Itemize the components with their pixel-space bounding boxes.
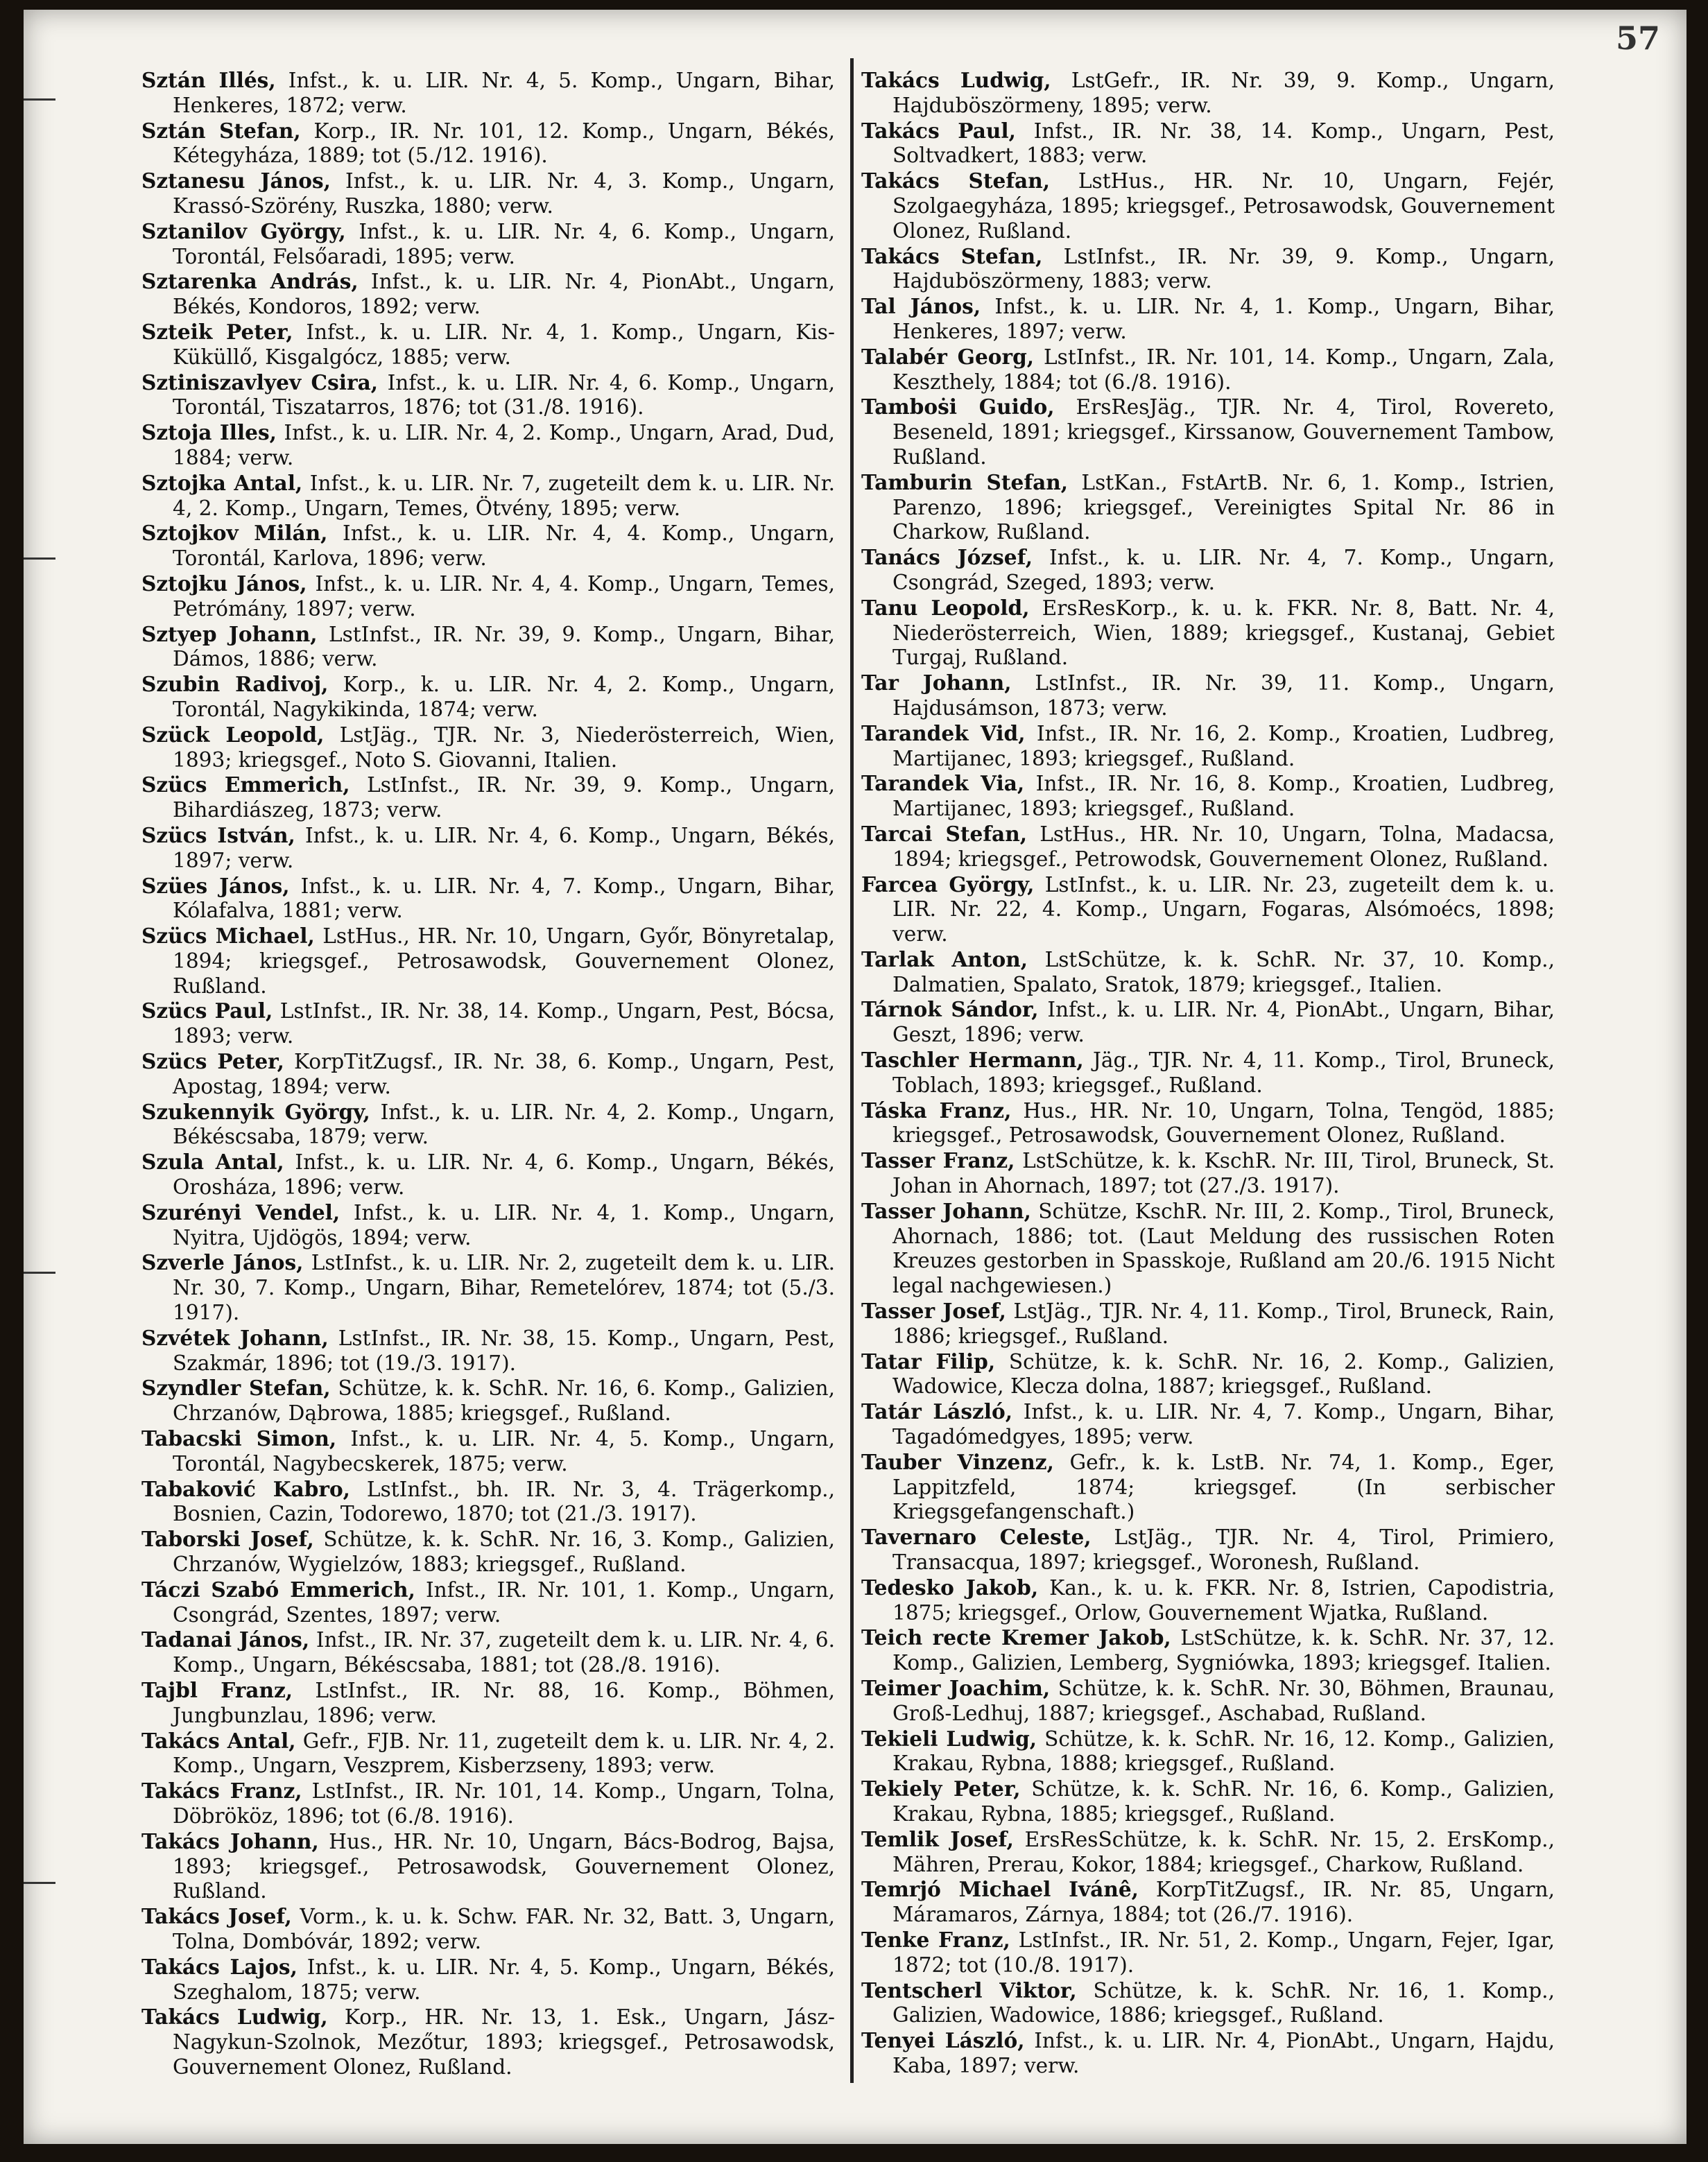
- entry-name: Tajbl Franz,: [141, 1678, 293, 1702]
- entry-details: Gefr., FJB. Nr. 11, zugeteilt dem k. u. LIR. Nr. 4, 2. Komp., Ungarn, Veszprem, Kisberzseny, 1893; verw.: [173, 1729, 835, 1778]
- list-entry: [141, 471, 835, 521]
- list-entry: [141, 168, 835, 219]
- list-entry: [141, 320, 835, 370]
- entry-name: Tabacski Simon,: [141, 1426, 337, 1451]
- entry-name: Szubin Radivoj,: [141, 672, 329, 697]
- list-entry: [861, 596, 1555, 671]
- entry-name: Tabaković Kabro,: [141, 1476, 350, 1501]
- entry-name: Tatár László,: [861, 1399, 1013, 1424]
- page-number: 57: [1615, 19, 1660, 57]
- list-entry: [141, 1049, 835, 1100]
- entry-name: Sztán Stefan,: [141, 118, 301, 143]
- entry-details: Infst., k. u. LIR. Nr. 4, 7. Komp., Ungarn, Bihar, Tagadómedgyes, 1895; verw.: [892, 1400, 1555, 1449]
- list-entry: [141, 823, 835, 874]
- list-entry: [861, 1148, 1555, 1199]
- entry-name: Tarandek Vid,: [861, 720, 1026, 745]
- list-entry: [861, 1575, 1555, 1626]
- list-entry: [141, 119, 835, 169]
- right-column: [861, 68, 1555, 2079]
- entry-name: Tadanai János,: [141, 1627, 310, 1652]
- list-entry: [861, 721, 1555, 772]
- entry-details: LstGefr., IR. Nr. 39, 9. Komp., Ungarn, Hajduböszörmeny, 1895; verw.: [892, 69, 1555, 117]
- list-entry: [141, 1376, 835, 1426]
- entry-name: Taschler Hermann,: [861, 1048, 1084, 1073]
- entry-details: Schütze, k. k. SchR. Nr. 16, 6. Komp., Galizien, Chrzanów, Dąbrowa, 1885; kriegsgef., Rußland.: [173, 1376, 835, 1426]
- entry-details: Infst., k. u. LIR. Nr. 4, PionAbt., Ungarn, Bihar, Geszt, 1896; verw.: [892, 998, 1555, 1047]
- entry-details: Schütze, KschR. Nr. III, 2. Komp., Tirol, Bruneck, Ahornach, 1886; tot. (Laut Meldung des russischen Roten Kreuzes gestorben in Spasskoje, Rußland am 20./6. 1915 Nicht legal nachgewiesen.): [892, 1199, 1555, 1298]
- entry-name: Sztojkov Milán,: [141, 521, 328, 546]
- list-entry: [861, 1727, 1555, 1777]
- list-entry: [861, 1928, 1555, 1978]
- entry-details: Infst., k. u. LIR. Nr. 4, 3. Komp., Ungarn, Krassó-Szörény, Ruszka, 1880; verw.: [173, 169, 835, 218]
- list-entry: [861, 345, 1555, 395]
- entry-name: Tanu Leopold,: [861, 595, 1030, 620]
- entry-name: Tasser Franz,: [861, 1148, 1015, 1173]
- list-entry: [141, 1779, 835, 1829]
- entry-name: Sztanesu János,: [141, 168, 331, 193]
- entry-details: Infst., IR. Nr. 16, 2. Komp., Kroatien, Ludbreg, Martijanec, 1893; kriegsgef., Rußland.: [892, 721, 1555, 770]
- entry-name: Teich recte Kremer Jakob,: [861, 1625, 1171, 1650]
- list-entry: [861, 119, 1555, 169]
- entry-name: Szücs Michael,: [141, 924, 315, 949]
- list-entry: [861, 997, 1555, 1048]
- list-entry: [141, 1627, 835, 1678]
- entry-details: Hus., HR. Nr. 10, Ungarn, Tolna, Tengöd, 1885; kriegsgef., Petrosawodsk, Gouvernement Olonez, Rußland.: [892, 1098, 1555, 1148]
- list-entry: [141, 420, 835, 471]
- entry-name: Tentscherl Viktor,: [861, 1978, 1077, 2003]
- entry-details: Infst., k. u. LIR. Nr. 4, 1. Komp., Ungarn, Bihar, Henkeres, 1897; verw.: [892, 295, 1555, 343]
- entry-details: Schütze, k. k. SchR. Nr. 16, 3. Komp., Galizien, Chrzanów, Wygielzów, 1883; kriegsgef., Rußland.: [173, 1528, 835, 1577]
- list-entry: [861, 671, 1555, 721]
- entry-details: Infst., k. u. LIR. Nr. 4, 6. Komp., Ungarn, Békés, Orosháza, 1896; verw.: [173, 1150, 836, 1200]
- list-entry: [141, 1955, 835, 2005]
- entry-name: Tavernaro Celeste,: [861, 1525, 1092, 1550]
- list-entry: [141, 521, 835, 571]
- entry-details: Infst., IR. Nr. 37, zugeteilt dem k. u. LIR. Nr. 4, 6. Komp., Ungarn, Békéscsaba, 1881; tot (28./8. 1916).: [173, 1628, 835, 1677]
- list-entry: [861, 1776, 1555, 1827]
- entry-name: Takács Josef,: [141, 1904, 292, 1929]
- entry-name: Tarcai Stefan,: [861, 821, 1028, 846]
- entry-details: LstInfst., IR. Nr. 39, 9. Komp., Ungarn, Bihardiászeg, 1873; verw.: [173, 773, 835, 822]
- entry-name: Tar Johann,: [861, 671, 1012, 695]
- entry-name: Takács Ludwig,: [861, 68, 1051, 92]
- entry-name: Tedesko Jakob,: [861, 1575, 1039, 1600]
- entry-details: ErsResSchütze, k. k. SchR. Nr. 15, 2. ErsKomp., Mähren, Prerau, Kokor, 1884; kriegsgef., Charkow, Rußland.: [892, 1827, 1555, 1876]
- binding-mark: [24, 557, 55, 560]
- entry-name: Szverle János,: [141, 1250, 304, 1275]
- entry-details: Infst., k. u. LIR. Nr. 4, 2. Komp., Ungarn, Arad, Dud, 1884; verw.: [173, 421, 835, 469]
- entry-name: Takács Paul,: [861, 118, 1016, 143]
- entry-name: Takács Lajos,: [141, 1954, 297, 1979]
- entry-details: Infst., k. u. LIR. Nr. 4, 7. Komp., Ungarn, Bihar, Kólafalva, 1881; verw.: [173, 874, 835, 923]
- list-entry: [141, 1426, 835, 1477]
- entry-name: Talabér Georg,: [861, 344, 1035, 369]
- entry-details: ErsResJäg., TJR. Nr. 4, Tirol, Rovereto, Beseneld, 1891; kriegsgef., Kirssanow, Gouvernement Tambow, Rußland.: [892, 395, 1555, 469]
- list-entry: [861, 771, 1555, 822]
- entry-details: Infst., IR. Nr. 16, 8. Komp., Kroatien, Ludbreg, Martijanec, 1893; kriegsgef., Rußland.: [892, 772, 1555, 821]
- entry-name: Táczi Szabó Emmerich,: [141, 1577, 415, 1602]
- list-entry: [861, 294, 1555, 345]
- list-entry: [141, 219, 835, 270]
- list-entry: [141, 772, 835, 823]
- entry-name: Sztojka Antal,: [141, 470, 303, 495]
- list-entry: [861, 1625, 1555, 1676]
- entry-details: LstInfst., IR. Nr. 38, 15. Komp., Ungarn, Pest, Szakmár, 1896; tot (19./3. 1917).: [173, 1326, 835, 1375]
- entry-details: LstInfst., IR. Nr. 88, 16. Komp., Böhmen, Jungbunzlau, 1896; verw.: [173, 1679, 835, 1727]
- entry-name: Szücs Paul,: [141, 998, 273, 1023]
- entry-details: Infst., k. u. LIR. Nr. 4, 4. Komp., Ungarn, Torontál, Karlova, 1896; verw.: [173, 521, 835, 571]
- entry-name: Sztoja Illes,: [141, 420, 277, 445]
- entry-details: LstJäg., TJR. Nr. 4, 11. Komp., Tirol, Bruneck, Rain, 1886; kriegsgef., Rußland.: [892, 1299, 1555, 1348]
- entry-name: Temrjó Michael Ivánê,: [861, 1877, 1139, 1902]
- entry-details: Infst., k. u. LIR. Nr. 4, 1. Komp., Ungarn, Kis-Küküllő, Kisgalgócz, 1885; verw.: [173, 320, 835, 369]
- list-entry: [861, 1098, 1555, 1149]
- entry-details: Kan., k. u. k. FKR. Nr. 8, Istrien, Capodistria, 1875; kriegsgef., Orlow, Gouvernement Wjatka, Rußland.: [892, 1575, 1555, 1625]
- entry-name: Sztanilov György,: [141, 218, 346, 243]
- entry-name: Takács Johann,: [141, 1828, 319, 1853]
- list-entry: [141, 1527, 835, 1577]
- list-entry: [861, 1048, 1555, 1098]
- list-entry: [141, 672, 835, 723]
- list-entry: [861, 1299, 1555, 1349]
- entry-details: Schütze, k. k. SchR. Nr. 16, 6. Komp., Galizien, Krakau, Rybna, 1885; kriegsgef., Rußland.: [892, 1777, 1555, 1826]
- entry-details: Infst., k. u. LIR. Nr. 4, 6. Komp., Ungarn, Békés, 1897; verw.: [173, 823, 836, 872]
- entry-details: LstHus., HR. Nr. 10, Ungarn, Fejér, Szolgaegyháza, 1895; kriegsgef., Petrosawodsk, Gouvernement Olonez, Rußland.: [892, 169, 1555, 243]
- entry-name: Szücs István,: [141, 822, 295, 847]
- list-entry: [861, 1399, 1555, 1450]
- entry-details: LstInfst., IR. Nr. 39, 9. Komp., Ungarn, Hajduböszörmeny, 1883; verw.: [892, 244, 1555, 293]
- list-entry: [141, 1326, 835, 1376]
- document-page: [24, 10, 1687, 2144]
- entry-details: LstInfst., IR. Nr. 51, 2. Komp., Ungarn, Fejer, Igar, 1872; tot (10./8. 1917).: [892, 1928, 1555, 1977]
- list-entry: [141, 1729, 835, 1779]
- entry-name: Teimer Joachim,: [861, 1676, 1051, 1700]
- list-entry: [861, 68, 1555, 119]
- list-entry: [861, 822, 1555, 872]
- entry-name: Sztarenka András,: [141, 269, 359, 294]
- list-entry: [861, 2028, 1555, 2079]
- list-entry: [861, 1525, 1555, 1575]
- entry-details: LstInfst., IR. Nr. 101, 14. Komp., Ungarn, Zala, Keszthely, 1884; tot (6./8. 1916).: [892, 345, 1555, 394]
- entry-name: Tenke Franz,: [861, 1927, 1010, 1952]
- entry-details: Jäg., TJR. Nr. 4, 11. Komp., Tirol, Bruneck, Toblach, 1893; kriegsgef., Rußland.: [892, 1048, 1555, 1097]
- entry-name: Tárnok Sándor,: [861, 997, 1039, 1022]
- entry-details: LstHus., HR. Nr. 10, Ungarn, Győr, Bönyretalap, 1894; kriegsgef., Petrosawodsk, Gouvernement Olonez, Rußland.: [173, 924, 835, 998]
- entry-details: Schütze, k. k. SchR. Nr. 16, 12. Komp., Galizien, Krakau, Rybna, 1888; kriegsgef., Rußland.: [892, 1727, 1555, 1776]
- list-entry: [141, 1904, 835, 1955]
- entry-details: LstInfst., k. u. LIR. Nr. 2, zugeteilt dem k. u. LIR. Nr. 30, 7. Komp., Ungarn, Bihar, Remetelórev, 1874; tot (5./3. 1917).: [173, 1251, 835, 1325]
- entry-name: Tenyei László,: [861, 2028, 1025, 2053]
- list-entry: [141, 622, 835, 673]
- entry-name: Tasser Josef,: [861, 1299, 1006, 1324]
- entry-name: Tamburin Stefan,: [861, 469, 1069, 494]
- entry-details: Vorm., k. u. k. Schw. FAR. Nr. 32, Batt. 3, Ungarn, Tolna, Dombóvár, 1892; verw.: [173, 1905, 835, 1953]
- entry-details: LstKan., FstArtB. Nr. 6, 1. Komp., Istrien, Parenzo, 1896; kriegsgef., Vereinigtes Spital Nr. 86 in Charkow, Rußland.: [892, 470, 1555, 544]
- entry-details: Infst., IR. Nr. 101, 1. Komp., Ungarn, Csongrád, Szentes, 1897; verw.: [173, 1577, 835, 1627]
- list-entry: [861, 1349, 1555, 1400]
- entry-name: Tamboṡi Guido,: [861, 395, 1055, 420]
- entry-details: Gefr., k. k. LstB. Nr. 74, 1. Komp., Eger, Lappitzfeld, 1874; kriegsgef. (In serbischer Kriegsgefangenschaft.): [892, 1450, 1555, 1524]
- entry-details: Infst., k. u. LIR. Nr. 4, 7. Komp., Ungarn, Csongrád, Szeged, 1893; verw.: [892, 546, 1555, 594]
- entry-details: Korp., IR. Nr. 101, 12. Komp., Ungarn, Békés, Kétegyháza, 1889; tot (5./12. 1916).: [173, 119, 836, 168]
- list-entry: [141, 571, 835, 622]
- entry-details: Schütze, k. k. SchR. Nr. 16, 2. Komp., Galizien, Wadowice, Klecza dolna, 1887; kriegsgef., Rußland.: [892, 1349, 1555, 1399]
- list-entry: [861, 1450, 1555, 1525]
- list-entry: [141, 1100, 835, 1150]
- entry-name: Temlik Josef,: [861, 1826, 1014, 1851]
- entry-name: Tarlak Anton,: [861, 946, 1028, 971]
- entry-details: Schütze, k. k. SchR. Nr. 30, Böhmen, Braunau, Groß-Ledhuj, 1887; kriegsgef., Aschabad, Rußland.: [892, 1677, 1555, 1725]
- entry-name: Szurényi Vendel,: [141, 1200, 340, 1225]
- entry-details: LstInfst., IR. Nr. 38, 14. Komp., Ungarn, Pest, Bócsa, 1893; verw.: [173, 999, 835, 1048]
- entry-name: Takács Antal,: [141, 1728, 296, 1753]
- list-entry: [141, 269, 835, 320]
- entry-name: Tanács József,: [861, 545, 1033, 570]
- entry-name: Takács Stefan,: [861, 243, 1043, 268]
- entry-details: LstSchütze, k. k. KschR. Nr. III, Tirol, Bruneck, St. Johan in Ahornach, 1897; tot (27./3. 1917).: [892, 1149, 1555, 1198]
- entry-name: Sztiniszavlyev Csira,: [141, 370, 379, 395]
- list-entry: [141, 723, 835, 773]
- entry-name: Szvétek Johann,: [141, 1325, 329, 1350]
- list-entry: [141, 1200, 835, 1251]
- list-entry: [141, 370, 835, 421]
- list-entry: [141, 2005, 835, 2079]
- entry-details: Infst., k. u. LIR. Nr. 4, 5. Komp., Ungarn, Békés, Szeghalom, 1875; verw.: [173, 1955, 836, 2004]
- entry-name: Szües János,: [141, 873, 290, 898]
- entry-details: Infst., k. u. LIR. Nr. 4, 5. Komp., Ungarn, Torontál, Nagybecskerek, 1875; verw.: [173, 1427, 835, 1476]
- list-entry: [861, 395, 1555, 469]
- left-column: [141, 68, 835, 2080]
- entry-details: KorpTitZugsf., IR. Nr. 85, Ungarn, Máramaros, Zárnya, 1884; tot (26./7. 1916).: [892, 1878, 1555, 1927]
- entry-details: KorpTitZugsf., IR. Nr. 38, 6. Komp., Ungarn, Pest, Apostag, 1894; verw.: [173, 1050, 835, 1098]
- entry-details: Hus., HR. Nr. 10, Ungarn, Bács-Bodrog, Bajsa, 1893; kriegsgef., Petrosawodsk, Gouvernement Olonez, Rußland.: [173, 1829, 835, 1903]
- list-entry: [141, 1250, 835, 1325]
- binding-mark: [24, 1882, 55, 1884]
- entry-name: Tatar Filip,: [861, 1349, 996, 1374]
- list-entry: [141, 1678, 835, 1729]
- list-entry: [861, 1676, 1555, 1727]
- entry-name: Szyndler Stefan,: [141, 1376, 331, 1401]
- list-entry: [141, 1477, 835, 1528]
- list-entry: [141, 924, 835, 998]
- entry-details: Infst., k. u. LIR. Nr. 4, 6. Komp., Ungarn, Torontál, Tiszatarros, 1876; tot (31./8. 1916).: [173, 370, 835, 420]
- list-entry: [861, 872, 1555, 947]
- column-divider: [850, 58, 854, 2083]
- binding-mark: [24, 98, 55, 101]
- entry-details: Infst., k. u. LIR. Nr. 4, PionAbt., Ungarn, Békés, Kondoros, 1892; verw.: [173, 270, 835, 319]
- entry-name: Takács Ludwig,: [141, 2005, 328, 2030]
- entry-details: Infst., k. u. LIR. Nr. 4, 5. Komp., Ungarn, Bihar, Henkeres, 1872; verw.: [173, 69, 836, 117]
- list-entry: [141, 1829, 835, 1904]
- entry-name: Sztán Illés,: [141, 68, 276, 92]
- entry-details: Infst., k. u. LIR. Nr. 4, 6. Komp., Ungarn, Torontál, Felsőaradi, 1895; verw.: [173, 219, 835, 268]
- list-entry: [861, 1877, 1555, 1928]
- entry-name: Taborski Josef,: [141, 1527, 314, 1552]
- entry-name: Tal János,: [861, 294, 981, 319]
- entry-name: Sztojku János,: [141, 571, 307, 596]
- entry-details: Infst., IR. Nr. 38, 14. Komp., Ungarn, Pest, Soltvadkert, 1883; verw.: [892, 119, 1555, 168]
- entry-details: LstJäg., TJR. Nr. 3, Niederösterreich, Wien, 1893; kriegsgef., Noto S. Giovanni, Italien.: [173, 723, 835, 772]
- entry-details: LstJäg., TJR. Nr. 4, Tirol, Primiero, Transacqua, 1897; kriegsgef., Woronesh, Rußland.: [892, 1525, 1555, 1575]
- entry-name: Szück Leopold,: [141, 722, 325, 747]
- list-entry: [861, 244, 1555, 295]
- entry-details: LstInfst., IR. Nr. 39, 9. Komp., Ungarn, Bihar, Dámos, 1886; verw.: [173, 622, 836, 671]
- entry-details: Infst., k. u. LIR. Nr. 4, 2. Komp., Ungarn, Békéscsaba, 1879; verw.: [173, 1100, 835, 1149]
- entry-details: LstInfst., IR. Nr. 39, 11. Komp., Ungarn, Hajdusámson, 1873; verw.: [892, 671, 1555, 720]
- entry-details: Infst., k. u. LIR. Nr. 4, 4. Komp., Ungarn, Temes, Petrómány, 1897; verw.: [173, 571, 836, 621]
- entry-name: Farcea György,: [861, 872, 1035, 897]
- entry-details: Schütze, k. k. SchR. Nr. 16, 1. Komp., Galizien, Wadowice, 1886; kriegsgef., Rußland.: [892, 1978, 1555, 2027]
- list-entry: [861, 470, 1555, 545]
- entry-details: LstInfst., k. u. LIR. Nr. 23, zugeteilt dem k. u. LIR. Nr. 22, 4. Komp., Ungarn, Fogaras, Alsómoécs, 1898; verw.: [892, 872, 1555, 946]
- entry-details: Infst., k. u. LIR. Nr. 7, zugeteilt dem k. u. LIR. Nr. 4, 2. Komp., Ungarn, Temes, Ötvény, 1895; verw.: [173, 471, 835, 520]
- entry-name: Szücs Emmerich,: [141, 772, 350, 797]
- list-entry: [141, 998, 835, 1049]
- entry-name: Tasser Johann,: [861, 1198, 1031, 1223]
- entry-details: LstInfst., bh. IR. Nr. 3, 4. Trägerkomp., Bosnien, Cazin, Todorewo, 1870; tot (21./3. 1917).: [173, 1477, 835, 1526]
- entry-name: Takács Franz,: [141, 1779, 302, 1804]
- entry-details: Infst., k. u. LIR. Nr. 4, 1. Komp., Ungarn, Nyitra, Ujdögös, 1894; verw.: [173, 1200, 835, 1249]
- entry-name: Takács Stefan,: [861, 168, 1051, 193]
- entry-name: Szula Antal,: [141, 1150, 284, 1175]
- list-entry: [141, 874, 835, 924]
- entry-details: Infst., k. u. LIR. Nr. 4, PionAbt., Ungarn, Hajdu, Kaba, 1897; verw.: [892, 2029, 1555, 2077]
- list-entry: [141, 68, 835, 119]
- list-entry: [861, 1199, 1555, 1299]
- entry-details: LstHus., HR. Nr. 10, Ungarn, Tolna, Madacsa, 1894; kriegsgef., Petrowodsk, Gouvernement Olonez, Rußland.: [892, 822, 1555, 871]
- entry-details: Korp., HR. Nr. 13, 1. Esk., Ungarn, Jász-Nagykun-Szolnok, Mezőtur, 1893; kriegsgef., Petrosawodsk, Gouvernement Olonez, Rußland.: [173, 2005, 835, 2079]
- entry-name: Tekieli Ludwig,: [861, 1726, 1037, 1751]
- entry-details: LstSchütze, k. k. SchR. Nr. 37, 12. Komp., Galizien, Lemberg, Sygniówka, 1893; kriegsgef. Italien.: [892, 1626, 1555, 1675]
- entry-name: Szteik Peter,: [141, 319, 293, 344]
- binding-mark: [24, 1272, 55, 1274]
- entry-name: Szücs Peter,: [141, 1049, 284, 1074]
- list-entry: [861, 545, 1555, 596]
- entry-name: Tekiely Peter,: [861, 1776, 1021, 1801]
- list-entry: [141, 1150, 835, 1200]
- list-entry: [861, 1978, 1555, 2029]
- entry-name: Tauber Vinzenz,: [861, 1449, 1054, 1474]
- list-entry: [861, 1827, 1555, 1878]
- list-entry: [141, 1577, 835, 1628]
- entry-details: LstSchütze, k. k. SchR. Nr. 37, 10. Komp., Dalmatien, Spalato, Sratok, 1879; kriegsgef., Italien.: [892, 947, 1555, 996]
- list-entry: [861, 168, 1555, 243]
- entry-details: ErsResKorp., k. u. k. FKR. Nr. 8, Batt. Nr. 4, Niederösterreich, Wien, 1889; kriegsgef., Kustanaj, Gebiet Turgaj, Rußland.: [892, 596, 1555, 670]
- entry-name: Sztyep Johann,: [141, 621, 318, 646]
- entry-details: LstInfst., IR. Nr. 101, 14. Komp., Ungarn, Tolna, Döbrököz, 1896; tot (6./8. 1916).: [173, 1779, 835, 1828]
- entry-name: Tarandek Via,: [861, 771, 1025, 796]
- entry-name: Szukennyik György,: [141, 1099, 370, 1124]
- entry-details: Korp., k. u. LIR. Nr. 4, 2. Komp., Ungarn, Torontál, Nagykikinda, 1874; verw.: [173, 673, 835, 721]
- entry-name: Táska Franz,: [861, 1098, 1012, 1123]
- list-entry: [861, 947, 1555, 998]
